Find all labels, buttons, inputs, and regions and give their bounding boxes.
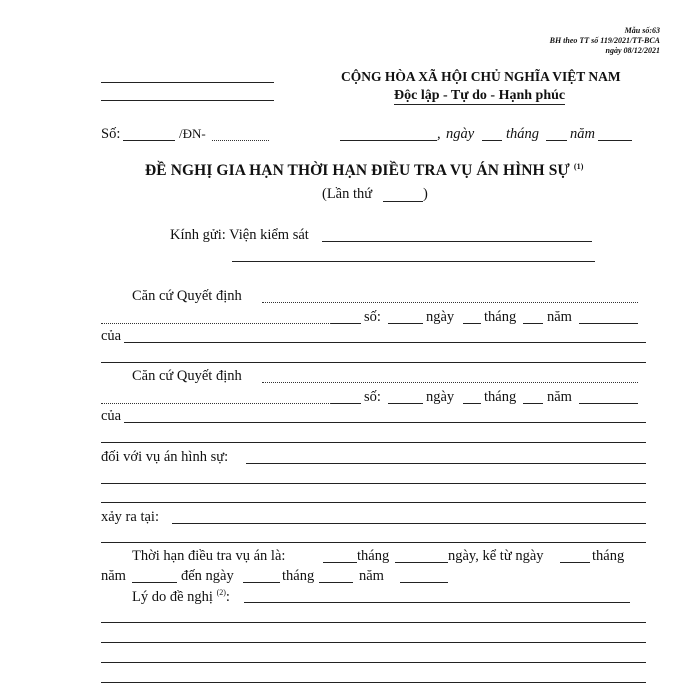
decision-1-so-label: số: bbox=[364, 309, 381, 325]
reason-blank-2[interactable] bbox=[101, 622, 646, 623]
decision-1-ngay-label: ngày bbox=[426, 309, 455, 325]
period-from-label: ngày, kể từ ngày bbox=[448, 548, 544, 564]
agency-name-blank-2[interactable] bbox=[101, 100, 274, 101]
reason-colon: : bbox=[225, 589, 230, 605]
decision-1-label: Căn cứ Quyết định bbox=[132, 288, 242, 304]
decision-1-cua-label: của bbox=[101, 328, 122, 344]
period-thang3-label: tháng bbox=[282, 568, 315, 584]
period-from-year-blank[interactable] bbox=[132, 582, 177, 583]
reason-blank-3[interactable] bbox=[101, 642, 646, 643]
decision-1-nam-label: năm bbox=[547, 309, 572, 325]
decision-2-thang-label: tháng bbox=[484, 389, 517, 405]
decision-2-month-blank[interactable] bbox=[523, 403, 543, 404]
decision-2-so-blank[interactable] bbox=[388, 403, 423, 404]
period-label: Thời hạn điều tra vụ án là: bbox=[132, 548, 286, 564]
agency-name-blank-1[interactable] bbox=[101, 82, 274, 83]
date-comma: , bbox=[437, 126, 441, 142]
decision-2-cua-blank[interactable] bbox=[124, 422, 646, 423]
recipient-blank-1[interactable] bbox=[322, 241, 592, 242]
decision-2-cua-blank-2[interactable] bbox=[101, 442, 646, 443]
date-ngay-label: ngày bbox=[446, 126, 475, 142]
period-to-year-blank[interactable] bbox=[400, 582, 448, 583]
period-nam-label: năm bbox=[101, 568, 126, 584]
case-blank-2[interactable] bbox=[101, 483, 646, 484]
decision-2-ngay-label: ngày bbox=[426, 389, 455, 405]
footnote-2: (2) bbox=[216, 588, 226, 597]
period-from-day-blank[interactable] bbox=[560, 562, 590, 563]
date-month-blank[interactable] bbox=[546, 140, 567, 141]
decision-2-so-label: số: bbox=[364, 389, 381, 405]
place-blank[interactable] bbox=[340, 140, 437, 141]
case-blank-3[interactable] bbox=[101, 502, 646, 503]
decision-1-cua-blank-2[interactable] bbox=[101, 362, 646, 363]
decision-1-name-blank[interactable] bbox=[262, 302, 638, 303]
national-title: CỘNG HÒA XÃ HỘI CHỦ NGHĨA VIỆT NAM bbox=[341, 69, 621, 84]
reason-blank-1[interactable] bbox=[244, 602, 630, 603]
period-thang2-label: tháng bbox=[592, 548, 625, 564]
case-blank-1[interactable] bbox=[246, 463, 646, 464]
recipient-blank-2[interactable] bbox=[232, 261, 595, 262]
decision-2-cua-label: của bbox=[101, 408, 122, 424]
period-thang-label: tháng bbox=[357, 548, 390, 564]
reason-label-text: Lý do đề nghị bbox=[132, 589, 213, 605]
footnote-1: (1) bbox=[573, 162, 584, 171]
recipient-label: Kính gửi: Viện kiểm sát bbox=[170, 227, 309, 243]
document-title bbox=[145, 162, 583, 180]
decision-1-so-blank[interactable] bbox=[388, 323, 423, 324]
decision-2-day-blank[interactable] bbox=[463, 403, 481, 404]
decision-1-thang-label: tháng bbox=[484, 309, 517, 325]
decision-1-name-blank-3[interactable] bbox=[331, 323, 361, 324]
decision-2-label: Căn cứ Quyết định bbox=[132, 368, 242, 384]
decision-2-name-blank-3[interactable] bbox=[331, 403, 361, 404]
date-thang-label: tháng bbox=[506, 126, 540, 142]
location-blank-1[interactable] bbox=[172, 523, 646, 524]
period-months-blank[interactable] bbox=[323, 562, 357, 563]
decision-2-year-blank[interactable] bbox=[579, 403, 638, 404]
date-day-blank[interactable] bbox=[482, 140, 502, 141]
decision-2-name-blank[interactable] bbox=[262, 382, 638, 383]
period-to-day-blank[interactable] bbox=[243, 582, 280, 583]
form-code-number: Mẫu số:63 bbox=[624, 26, 660, 35]
lan-thu-open: (Lần thứ bbox=[322, 186, 373, 202]
dn-blank[interactable] bbox=[212, 140, 269, 141]
location-label: xảy ra tại: bbox=[101, 509, 159, 525]
period-to-month-blank[interactable] bbox=[319, 582, 353, 583]
period-days-blank[interactable] bbox=[395, 562, 448, 563]
decision-2-nam-label: năm bbox=[547, 389, 572, 405]
date-nam-label: năm bbox=[570, 126, 595, 142]
period-to-label: đến ngày bbox=[181, 568, 234, 584]
motto: Độc lập - Tự do - Hạnh phúc bbox=[394, 88, 566, 103]
form-code-date: ngày 08/12/2021 bbox=[605, 46, 660, 55]
form-code-circular: BH theo TT số 119/2021/TT-BCA bbox=[549, 36, 660, 45]
lan-thu-close: ) bbox=[423, 186, 428, 202]
period-nam2-label: năm bbox=[359, 568, 384, 584]
location-blank-2[interactable] bbox=[101, 542, 646, 543]
lan-thu-blank[interactable] bbox=[383, 201, 423, 202]
reason-blank-4[interactable] bbox=[101, 662, 646, 663]
so-label: Số: bbox=[101, 126, 121, 142]
decision-1-cua-blank[interactable] bbox=[124, 342, 646, 343]
date-year-blank[interactable] bbox=[598, 140, 632, 141]
dn-label: /ĐN- bbox=[179, 126, 206, 141]
case-label: đối với vụ án hình sự: bbox=[101, 449, 229, 465]
decision-2-name-blank-2[interactable] bbox=[101, 403, 331, 404]
reason-blank-5[interactable] bbox=[101, 682, 646, 683]
reason-label bbox=[132, 588, 230, 606]
decision-1-name-blank-2[interactable] bbox=[101, 323, 331, 324]
document-title-text: ĐỀ NGHỊ GIA HẠN THỜI HẠN ĐIỀU TRA VỤ ÁN HÌNH SỰ bbox=[145, 162, 570, 179]
decision-1-day-blank[interactable] bbox=[463, 323, 481, 324]
form-code bbox=[550, 26, 660, 56]
decision-1-month-blank[interactable] bbox=[523, 323, 543, 324]
decision-1-year-blank[interactable] bbox=[579, 323, 638, 324]
so-blank[interactable] bbox=[123, 140, 175, 141]
